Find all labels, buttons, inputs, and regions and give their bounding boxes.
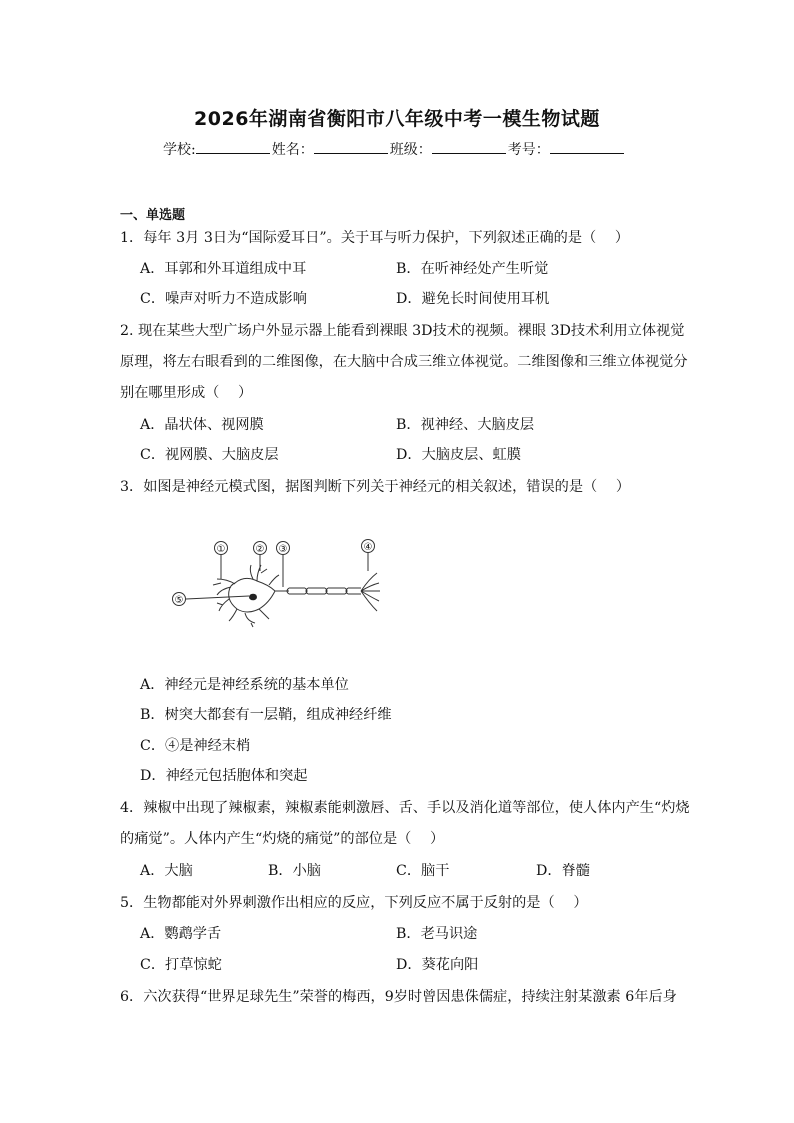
q4-option-c: C．脑干 [396, 863, 450, 879]
exam-no-label: 考号： [507, 142, 550, 158]
name-blank[interactable] [314, 139, 388, 154]
neuron-diagram [165, 535, 390, 635]
q2-option-b: B．视神经、大脑皮层 [396, 417, 535, 433]
q1-option-b: B．在听神经处产生听觉 [396, 261, 549, 277]
q5-option-a: A．鹦鹉学舌 [140, 926, 222, 942]
q5-stem: 5．生物都能对外界刺激作出相应的反应，下列反应不属于反射的是（ ） [120, 895, 588, 911]
q1-stem: 1．每年 3月 3日为“国际爱耳日”。关于耳与听力保护，下列叙述正确的是（ ） [120, 230, 630, 246]
school-blank[interactable] [196, 139, 270, 154]
q4-option-d: D．脊髓 [536, 863, 590, 879]
q4-option-b: B．小脑 [268, 863, 321, 879]
q4-stem-line2: 的痛觉”。人体内产生“灼烧的痛觉”的部位是（ ） [120, 831, 445, 847]
nerve-ending [361, 573, 380, 611]
q5-option-b: B．老马识途 [396, 926, 478, 942]
exam-no-blank[interactable] [550, 139, 624, 154]
q6-stem-line1: 6．六次获得“世界足球先生”荣誉的梅西，9岁时曾因患侏儒症，持续注射某激素 6年后身 [120, 989, 677, 1005]
q2-option-a: A．晶状体、视网膜 [140, 417, 264, 433]
class-blank[interactable] [432, 139, 506, 154]
q4-stem-line1: 4．辣椒中出现了辣椒素，辣椒素能刺激唇、舌、手以及消化道等部位，使人体内产生“灼烧 [120, 800, 690, 816]
class-label: 班级： [389, 142, 432, 158]
q3-option-c: C．④是神经末梢 [140, 738, 251, 754]
q3-option-a: A．神经元是神经系统的基本单位 [140, 677, 349, 693]
q1-option-d: D．避免长时间使用耳机 [396, 291, 550, 307]
q2-option-d: D．大脑皮层、虹膜 [396, 447, 521, 463]
q2-stem-line3: 别在哪里形成（ ） [120, 385, 253, 401]
q1-option-c: C．噪声对听力不造成影响 [140, 291, 307, 307]
label-3: ③ [278, 544, 288, 555]
student-info-line [163, 139, 626, 159]
q2-stem-line1: 2. 现在某些大型广场户外显示器上能看到裸眼 3D技术的视频。裸眼 3D技术利用立体视觉 [120, 323, 685, 339]
q4-option-a: A．大脑 [140, 863, 193, 879]
school-label: 学校: [163, 142, 196, 158]
label-2: ② [255, 544, 265, 555]
section-title: 一、单选题 [120, 208, 186, 223]
nucleus [249, 594, 257, 601]
exam-title: 2026年湖南省衡阳市八年级中考一模生物试题 [194, 108, 600, 130]
q2-stem-line2: 原理，将左右眼看到的二维图像，在大脑中合成三维立体视觉。二维图像和三维立体视觉分 [120, 354, 688, 370]
label-4: ④ [363, 542, 373, 553]
q3-option-d: D．神经元包括胞体和突起 [140, 768, 308, 784]
q5-option-c: C．打草惊蛇 [140, 957, 222, 973]
label-1: ① [216, 544, 226, 555]
q1-option-a: A．耳郭和外耳道组成中耳 [140, 261, 307, 277]
q5-option-d: D．葵花向阳 [396, 957, 479, 973]
q3-option-b: B．树突大都套有一层鞘，组成神经纤维 [140, 707, 392, 723]
q3-stem: 3．如图是神经元模式图，据图判断下列关于神经元的相关叙述，错误的是（ ） [120, 479, 631, 495]
label-5: ⑤ [174, 595, 184, 606]
name-label: 姓名： [271, 142, 314, 158]
q2-option-c: C．视网膜、大脑皮层 [140, 447, 279, 463]
